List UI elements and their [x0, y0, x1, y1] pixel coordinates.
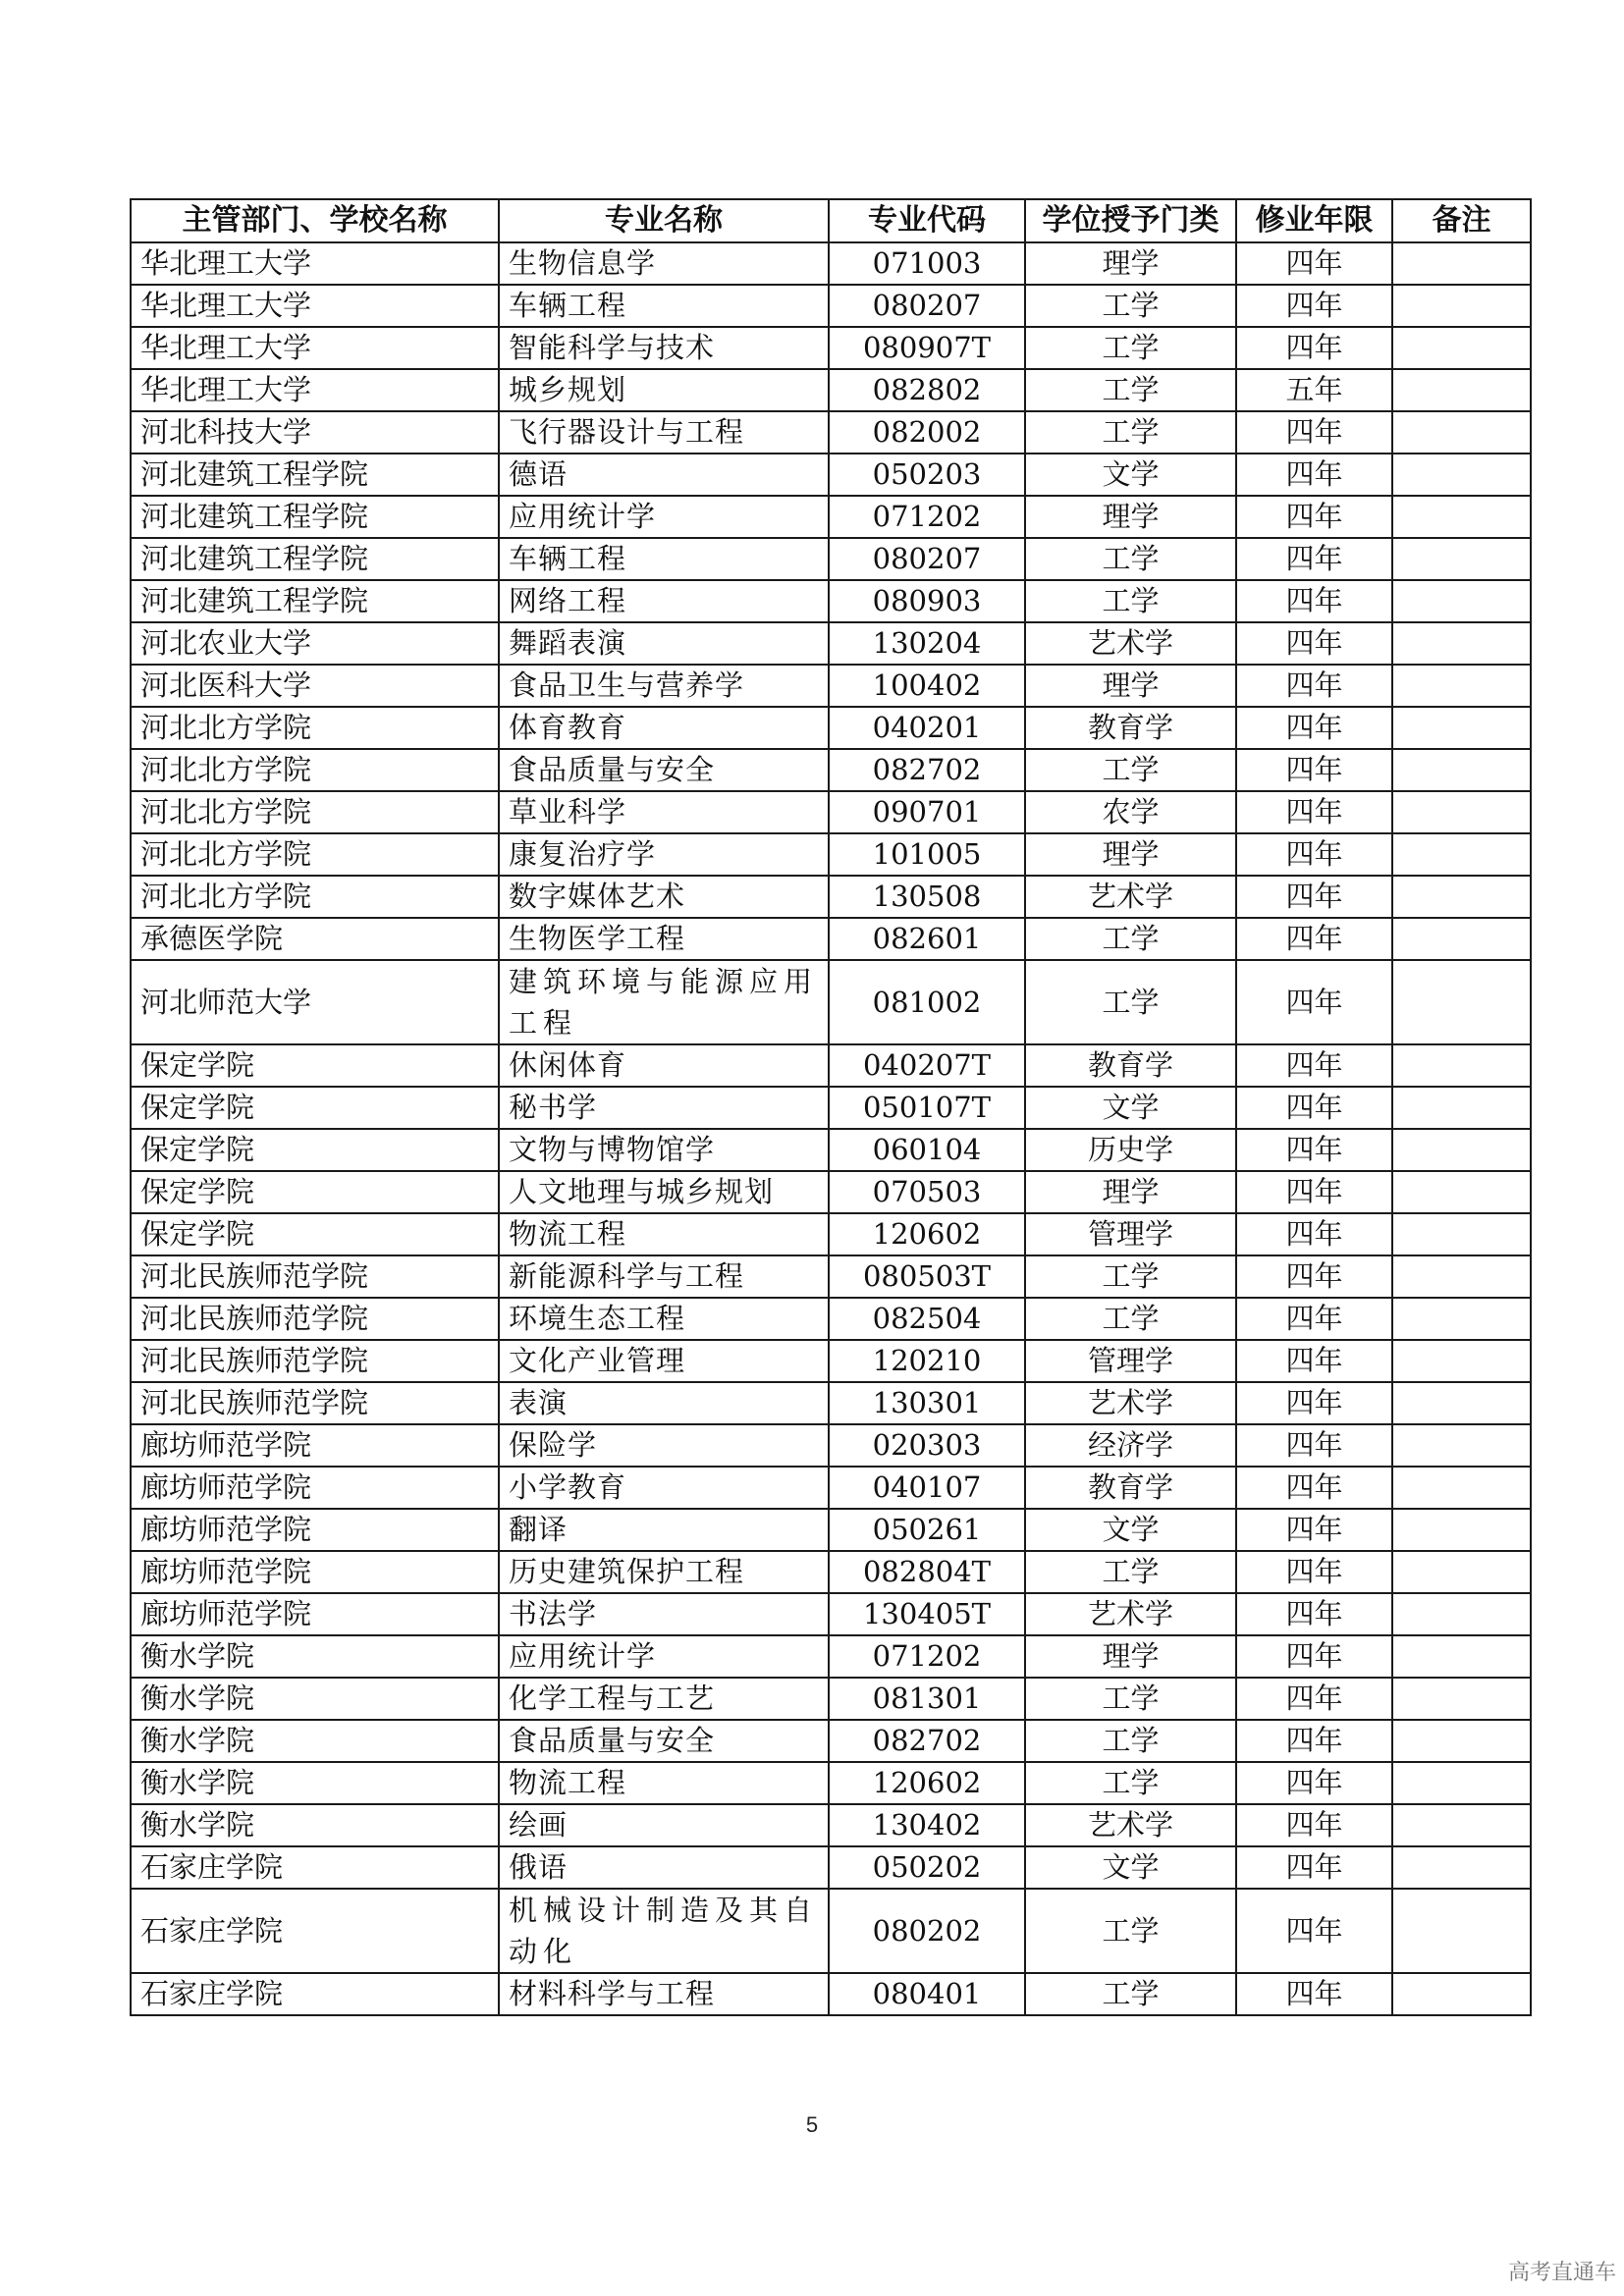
- cell-degree-category: 工学: [1025, 1255, 1236, 1298]
- cell-note: [1392, 1762, 1531, 1804]
- cell-years: 四年: [1236, 285, 1392, 327]
- cell-school: 衡水学院: [131, 1762, 499, 1804]
- cell-note: [1392, 1889, 1531, 1973]
- cell-years: 四年: [1236, 1509, 1392, 1551]
- header-row: [131, 199, 1531, 242]
- cell-school: 河北农业大学: [131, 622, 499, 665]
- majors-table: [130, 198, 1532, 2016]
- cell-degree-category: 教育学: [1025, 707, 1236, 749]
- cell-note: [1392, 1973, 1531, 2015]
- table-row: [131, 1382, 1531, 1424]
- cell-major: 保险学: [499, 1424, 829, 1467]
- cell-major: 小学教育: [499, 1467, 829, 1509]
- cell-degree-category: 管理学: [1025, 1340, 1236, 1382]
- table-row: [131, 749, 1531, 791]
- table-row: [131, 369, 1531, 411]
- cell-note: [1392, 580, 1531, 622]
- cell-years: 四年: [1236, 749, 1392, 791]
- cell-code: 130405T: [829, 1593, 1025, 1635]
- cell-major: 文化产业管理: [499, 1340, 829, 1382]
- cell-years: 四年: [1236, 622, 1392, 665]
- cell-degree-category: 文学: [1025, 1846, 1236, 1889]
- cell-code: 080202: [829, 1889, 1025, 1973]
- cell-major: 物流工程: [499, 1762, 829, 1804]
- cell-note: [1392, 411, 1531, 454]
- cell-school: 廊坊师范学院: [131, 1593, 499, 1635]
- cell-degree-category: 工学: [1025, 918, 1236, 960]
- table-row: [131, 1129, 1531, 1171]
- cell-code: 050261: [829, 1509, 1025, 1551]
- cell-code: 100402: [829, 665, 1025, 707]
- table-row: [131, 1087, 1531, 1129]
- cell-note: [1392, 1467, 1531, 1509]
- cell-major: 生物信息学: [499, 242, 829, 285]
- cell-school: 衡水学院: [131, 1635, 499, 1678]
- cell-years: 四年: [1236, 496, 1392, 538]
- cell-major: 绘画: [499, 1804, 829, 1846]
- cell-major: 应用统计学: [499, 1635, 829, 1678]
- cell-major: 数字媒体艺术: [499, 876, 829, 918]
- cell-degree-category: 历史学: [1025, 1129, 1236, 1171]
- cell-major: 体育教育: [499, 707, 829, 749]
- table-row: [131, 1762, 1531, 1804]
- table-row: [131, 1889, 1531, 1973]
- cell-code: 120602: [829, 1213, 1025, 1255]
- cell-school: 河北民族师范学院: [131, 1298, 499, 1340]
- cell-major: 康复治疗学: [499, 833, 829, 876]
- cell-years: 四年: [1236, 960, 1392, 1044]
- cell-degree-category: 理学: [1025, 833, 1236, 876]
- cell-degree-category: 工学: [1025, 1298, 1236, 1340]
- cell-school: 河北医科大学: [131, 665, 499, 707]
- cell-major: 车辆工程: [499, 538, 829, 580]
- cell-degree-category: 工学: [1025, 327, 1236, 369]
- cell-note: [1392, 369, 1531, 411]
- cell-code: 071003: [829, 242, 1025, 285]
- cell-school: 河北建筑工程学院: [131, 580, 499, 622]
- cell-note: [1392, 622, 1531, 665]
- cell-school: 承德医学院: [131, 918, 499, 960]
- cell-major: 休闲体育: [499, 1044, 829, 1087]
- table-row: [131, 1424, 1531, 1467]
- cell-school: 保定学院: [131, 1129, 499, 1171]
- cell-code: 080907T: [829, 327, 1025, 369]
- header-years: 修业年限: [1236, 199, 1392, 242]
- cell-major: 物流工程: [499, 1213, 829, 1255]
- cell-degree-category: 理学: [1025, 1635, 1236, 1678]
- cell-degree-category: 工学: [1025, 749, 1236, 791]
- cell-code: 080207: [829, 285, 1025, 327]
- cell-note: [1392, 707, 1531, 749]
- cell-major: 食品卫生与营养学: [499, 665, 829, 707]
- table-row: [131, 1171, 1531, 1213]
- cell-code: 081002: [829, 960, 1025, 1044]
- cell-school: 河北师范大学: [131, 960, 499, 1044]
- cell-school: 廊坊师范学院: [131, 1424, 499, 1467]
- cell-note: [1392, 1551, 1531, 1593]
- cell-code: 080401: [829, 1973, 1025, 2015]
- table-row: [131, 580, 1531, 622]
- cell-major: 城乡规划: [499, 369, 829, 411]
- cell-years: 四年: [1236, 1213, 1392, 1255]
- cell-major: 机械设计制造及其自动化: [499, 1889, 829, 1973]
- cell-school: 河北北方学院: [131, 791, 499, 833]
- table-row: [131, 1551, 1531, 1593]
- table-row: [131, 1298, 1531, 1340]
- cell-major: 生物医学工程: [499, 918, 829, 960]
- cell-note: [1392, 918, 1531, 960]
- cell-note: [1392, 665, 1531, 707]
- cell-note: [1392, 327, 1531, 369]
- table-row: [131, 1255, 1531, 1298]
- cell-code: 040207T: [829, 1044, 1025, 1087]
- cell-code: 080503T: [829, 1255, 1025, 1298]
- cell-code: 082802: [829, 369, 1025, 411]
- cell-years: 四年: [1236, 1593, 1392, 1635]
- cell-years: 四年: [1236, 833, 1392, 876]
- cell-school: 衡水学院: [131, 1804, 499, 1846]
- table-row: [131, 918, 1531, 960]
- cell-years: 四年: [1236, 707, 1392, 749]
- cell-note: [1392, 1509, 1531, 1551]
- cell-code: 130402: [829, 1804, 1025, 1846]
- cell-years: 五年: [1236, 369, 1392, 411]
- cell-school: 华北理工大学: [131, 369, 499, 411]
- cell-school: 河北建筑工程学院: [131, 496, 499, 538]
- cell-code: 080903: [829, 580, 1025, 622]
- cell-years: 四年: [1236, 1255, 1392, 1298]
- cell-school: 河北民族师范学院: [131, 1340, 499, 1382]
- cell-years: 四年: [1236, 1846, 1392, 1889]
- table-row: [131, 1846, 1531, 1889]
- cell-years: 四年: [1236, 327, 1392, 369]
- cell-degree-category: 艺术学: [1025, 876, 1236, 918]
- cell-code: 050203: [829, 454, 1025, 496]
- cell-degree-category: 工学: [1025, 1678, 1236, 1720]
- cell-code: 082804T: [829, 1551, 1025, 1593]
- cell-degree-category: 工学: [1025, 285, 1236, 327]
- cell-degree-category: 文学: [1025, 1087, 1236, 1129]
- cell-degree-category: 管理学: [1025, 1213, 1236, 1255]
- cell-school: 河北北方学院: [131, 749, 499, 791]
- cell-major: 食品质量与安全: [499, 1720, 829, 1762]
- cell-note: [1392, 454, 1531, 496]
- cell-school: 河北民族师范学院: [131, 1255, 499, 1298]
- cell-code: 082504: [829, 1298, 1025, 1340]
- cell-code: 082702: [829, 1720, 1025, 1762]
- table-row: [131, 876, 1531, 918]
- cell-note: [1392, 749, 1531, 791]
- cell-years: 四年: [1236, 1340, 1392, 1382]
- cell-degree-category: 工学: [1025, 538, 1236, 580]
- cell-code: 130508: [829, 876, 1025, 918]
- cell-major: 化学工程与工艺: [499, 1678, 829, 1720]
- cell-note: [1392, 960, 1531, 1044]
- cell-code: 071202: [829, 1635, 1025, 1678]
- cell-school: 保定学院: [131, 1171, 499, 1213]
- cell-code: 081301: [829, 1678, 1025, 1720]
- cell-degree-category: 农学: [1025, 791, 1236, 833]
- cell-school: 廊坊师范学院: [131, 1467, 499, 1509]
- cell-degree-category: 艺术学: [1025, 622, 1236, 665]
- cell-degree-category: 工学: [1025, 580, 1236, 622]
- cell-degree-category: 经济学: [1025, 1424, 1236, 1467]
- cell-degree-category: 理学: [1025, 496, 1236, 538]
- cell-degree-category: 工学: [1025, 1551, 1236, 1593]
- table-row: [131, 833, 1531, 876]
- cell-years: 四年: [1236, 665, 1392, 707]
- cell-note: [1392, 1129, 1531, 1171]
- cell-note: [1392, 1255, 1531, 1298]
- cell-degree-category: 理学: [1025, 665, 1236, 707]
- table-row: [131, 622, 1531, 665]
- cell-degree-category: 教育学: [1025, 1044, 1236, 1087]
- table-row: [131, 285, 1531, 327]
- cell-years: 四年: [1236, 1804, 1392, 1846]
- cell-degree-category: 理学: [1025, 242, 1236, 285]
- cell-major: 秘书学: [499, 1087, 829, 1129]
- cell-years: 四年: [1236, 876, 1392, 918]
- table-row: [131, 791, 1531, 833]
- cell-note: [1392, 1424, 1531, 1467]
- cell-major: 网络工程: [499, 580, 829, 622]
- cell-degree-category: 工学: [1025, 369, 1236, 411]
- cell-degree-category: 工学: [1025, 1762, 1236, 1804]
- cell-school: 廊坊师范学院: [131, 1509, 499, 1551]
- cell-degree-category: 文学: [1025, 1509, 1236, 1551]
- cell-degree-category: 艺术学: [1025, 1382, 1236, 1424]
- header-note: 备注: [1392, 199, 1531, 242]
- table-body: [131, 242, 1531, 2015]
- page-number: 5: [805, 2112, 819, 2137]
- cell-note: [1392, 876, 1531, 918]
- table-row: [131, 1213, 1531, 1255]
- cell-note: [1392, 1340, 1531, 1382]
- cell-major: 建筑环境与能源应用工程: [499, 960, 829, 1044]
- cell-note: [1392, 538, 1531, 580]
- cell-school: 华北理工大学: [131, 327, 499, 369]
- table-row: [131, 242, 1531, 285]
- cell-years: 四年: [1236, 580, 1392, 622]
- table-row: [131, 1720, 1531, 1762]
- cell-note: [1392, 1846, 1531, 1889]
- cell-major: 德语: [499, 454, 829, 496]
- cell-code: 070503: [829, 1171, 1025, 1213]
- cell-degree-category: 教育学: [1025, 1467, 1236, 1509]
- cell-school: 保定学院: [131, 1213, 499, 1255]
- cell-school: 华北理工大学: [131, 285, 499, 327]
- cell-years: 四年: [1236, 791, 1392, 833]
- cell-major: 文物与博物馆学: [499, 1129, 829, 1171]
- cell-code: 082702: [829, 749, 1025, 791]
- cell-code: 071202: [829, 496, 1025, 538]
- cell-note: [1392, 1382, 1531, 1424]
- cell-note: [1392, 1044, 1531, 1087]
- cell-note: [1392, 833, 1531, 876]
- cell-note: [1392, 791, 1531, 833]
- cell-major: 表演: [499, 1382, 829, 1424]
- cell-degree-category: 文学: [1025, 454, 1236, 496]
- cell-school: 石家庄学院: [131, 1973, 499, 2015]
- cell-major: 智能科学与技术: [499, 327, 829, 369]
- cell-note: [1392, 1171, 1531, 1213]
- header-code: 专业代码: [829, 199, 1025, 242]
- cell-note: [1392, 1213, 1531, 1255]
- cell-code: 120210: [829, 1340, 1025, 1382]
- cell-school: 石家庄学院: [131, 1889, 499, 1973]
- cell-degree-category: 工学: [1025, 960, 1236, 1044]
- cell-school: 河北科技大学: [131, 411, 499, 454]
- table-row: [131, 454, 1531, 496]
- cell-years: 四年: [1236, 1424, 1392, 1467]
- cell-school: 河北民族师范学院: [131, 1382, 499, 1424]
- watermark-text: 高考直通车: [1507, 2261, 1616, 2285]
- cell-years: 四年: [1236, 1298, 1392, 1340]
- cell-years: 四年: [1236, 1129, 1392, 1171]
- table-row: [131, 1973, 1531, 2015]
- cell-years: 四年: [1236, 1720, 1392, 1762]
- cell-years: 四年: [1236, 1467, 1392, 1509]
- cell-code: 101005: [829, 833, 1025, 876]
- cell-years: 四年: [1236, 1551, 1392, 1593]
- cell-school: 衡水学院: [131, 1678, 499, 1720]
- table-row: [131, 538, 1531, 580]
- cell-code: 082601: [829, 918, 1025, 960]
- table-row: [131, 327, 1531, 369]
- cell-years: 四年: [1236, 1044, 1392, 1087]
- cell-school: 华北理工大学: [131, 242, 499, 285]
- cell-degree-category: 工学: [1025, 1720, 1236, 1762]
- table-row: [131, 1593, 1531, 1635]
- table-row: [131, 1467, 1531, 1509]
- cell-code: 020303: [829, 1424, 1025, 1467]
- cell-years: 四年: [1236, 1171, 1392, 1213]
- cell-code: 080207: [829, 538, 1025, 580]
- cell-major: 应用统计学: [499, 496, 829, 538]
- cell-school: 衡水学院: [131, 1720, 499, 1762]
- cell-note: [1392, 1720, 1531, 1762]
- cell-school: 河北北方学院: [131, 876, 499, 918]
- cell-note: [1392, 1087, 1531, 1129]
- cell-code: 050107T: [829, 1087, 1025, 1129]
- table-row: [131, 496, 1531, 538]
- cell-code: 130301: [829, 1382, 1025, 1424]
- cell-note: [1392, 1635, 1531, 1678]
- cell-major: 车辆工程: [499, 285, 829, 327]
- cell-note: [1392, 1298, 1531, 1340]
- cell-years: 四年: [1236, 1889, 1392, 1973]
- cell-major: 环境生态工程: [499, 1298, 829, 1340]
- cell-major: 舞蹈表演: [499, 622, 829, 665]
- cell-years: 四年: [1236, 1382, 1392, 1424]
- cell-years: 四年: [1236, 538, 1392, 580]
- cell-major: 俄语: [499, 1846, 829, 1889]
- table-row: [131, 707, 1531, 749]
- cell-years: 四年: [1236, 1973, 1392, 2015]
- cell-code: 120602: [829, 1762, 1025, 1804]
- cell-school: 保定学院: [131, 1087, 499, 1129]
- table-row: [131, 411, 1531, 454]
- cell-note: [1392, 1678, 1531, 1720]
- cell-years: 四年: [1236, 1087, 1392, 1129]
- cell-years: 四年: [1236, 242, 1392, 285]
- cell-years: 四年: [1236, 918, 1392, 960]
- cell-note: [1392, 242, 1531, 285]
- cell-years: 四年: [1236, 454, 1392, 496]
- cell-major: 历史建筑保护工程: [499, 1551, 829, 1593]
- cell-school: 石家庄学院: [131, 1846, 499, 1889]
- cell-note: [1392, 285, 1531, 327]
- table-row: [131, 1635, 1531, 1678]
- table-row: [131, 1340, 1531, 1382]
- header-school: 主管部门、学校名称: [131, 199, 499, 242]
- cell-major: 新能源科学与工程: [499, 1255, 829, 1298]
- header-degree-category: 学位授予门类: [1025, 199, 1236, 242]
- cell-code: 050202: [829, 1846, 1025, 1889]
- cell-major: 人文地理与城乡规划: [499, 1171, 829, 1213]
- table-row: [131, 1678, 1531, 1720]
- cell-major: 食品质量与安全: [499, 749, 829, 791]
- cell-school: 河北建筑工程学院: [131, 454, 499, 496]
- table-row: [131, 1509, 1531, 1551]
- table-header: [131, 199, 1531, 242]
- cell-degree-category: 艺术学: [1025, 1804, 1236, 1846]
- cell-code: 040201: [829, 707, 1025, 749]
- cell-years: 四年: [1236, 1678, 1392, 1720]
- cell-code: 040107: [829, 1467, 1025, 1509]
- cell-school: 保定学院: [131, 1044, 499, 1087]
- cell-degree-category: 理学: [1025, 1171, 1236, 1213]
- cell-note: [1392, 1804, 1531, 1846]
- table-row: [131, 960, 1531, 1044]
- cell-code: 130204: [829, 622, 1025, 665]
- cell-code: 090701: [829, 791, 1025, 833]
- header-major: 专业名称: [499, 199, 829, 242]
- cell-note: [1392, 1593, 1531, 1635]
- cell-degree-category: 工学: [1025, 411, 1236, 454]
- table-row: [131, 665, 1531, 707]
- cell-major: 翻译: [499, 1509, 829, 1551]
- cell-note: [1392, 496, 1531, 538]
- cell-major: 书法学: [499, 1593, 829, 1635]
- cell-school: 河北北方学院: [131, 833, 499, 876]
- cell-school: 河北北方学院: [131, 707, 499, 749]
- cell-years: 四年: [1236, 1635, 1392, 1678]
- cell-degree-category: 艺术学: [1025, 1593, 1236, 1635]
- cell-major: 飞行器设计与工程: [499, 411, 829, 454]
- table-row: [131, 1044, 1531, 1087]
- cell-years: 四年: [1236, 411, 1392, 454]
- cell-code: 060104: [829, 1129, 1025, 1171]
- cell-years: 四年: [1236, 1762, 1392, 1804]
- table-row: [131, 1804, 1531, 1846]
- cell-major: 材料科学与工程: [499, 1973, 829, 2015]
- cell-major: 草业科学: [499, 791, 829, 833]
- cell-degree-category: 工学: [1025, 1973, 1236, 2015]
- cell-code: 082002: [829, 411, 1025, 454]
- cell-school: 河北建筑工程学院: [131, 538, 499, 580]
- cell-degree-category: 工学: [1025, 1889, 1236, 1973]
- cell-school: 廊坊师范学院: [131, 1551, 499, 1593]
